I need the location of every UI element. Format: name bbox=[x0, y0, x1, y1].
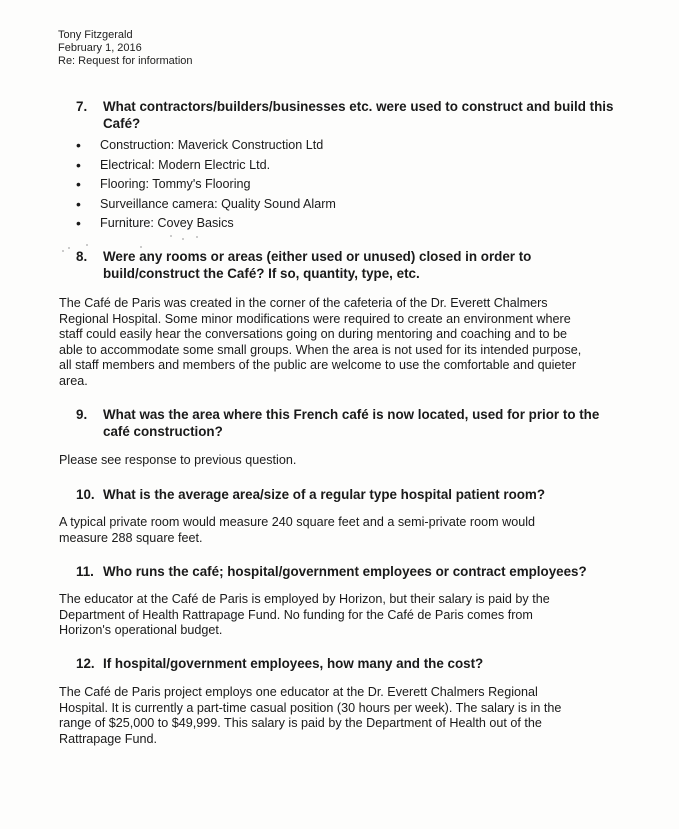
question-12 bbox=[76, 655, 636, 672]
answer-8 bbox=[59, 296, 631, 390]
question-11 bbox=[76, 563, 636, 580]
answer-line: Horizon's operational budget. bbox=[59, 623, 223, 638]
letter-date: February 1, 2016 bbox=[58, 42, 142, 54]
answer-line: The educator at the Café de Paris is employed by Horizon, but their salary is paid by the bbox=[59, 592, 550, 606]
question-number: 7. bbox=[76, 99, 88, 114]
sender-name: Tony Fitzgerald bbox=[58, 29, 133, 41]
answer-10 bbox=[59, 515, 631, 546]
answer-line: The Café de Paris was created in the corner of the cafeteria of the Dr. Everett Chalmers bbox=[59, 296, 548, 310]
answer-line: The Café de Paris project employs one educator at the Dr. Everett Chalmers Regional bbox=[59, 685, 538, 699]
answer-line: area. bbox=[59, 373, 88, 388]
question-text: If hospital/government employees, how many and the cost? bbox=[103, 656, 484, 671]
answer-line: Hospital. It is currently a part-time casual position (30 hours per week). The salary is in the bbox=[59, 700, 562, 715]
answer-line: Rattrapage Fund. bbox=[59, 731, 158, 746]
list-item: • Construction: Maverick Construction Ltd bbox=[76, 136, 336, 156]
question-9 bbox=[76, 406, 636, 440]
question-number: 11. bbox=[76, 564, 94, 579]
question-10 bbox=[76, 486, 636, 503]
question-text-cont: Café? bbox=[103, 116, 141, 131]
answer-line: staff could easily hear the conversations going on during mentoring and coaching and to be bbox=[59, 327, 568, 342]
contractor-list bbox=[76, 136, 336, 234]
question-number: 10. bbox=[76, 487, 95, 502]
answer-line: measure 288 square feet. bbox=[59, 530, 203, 545]
list-item: • Flooring: Tommy's Flooring bbox=[76, 175, 336, 195]
question-number: 12. bbox=[76, 656, 95, 671]
question-text: Were any rooms or areas (either used or unused) closed in order to bbox=[103, 249, 532, 264]
answer-line: Regional Hospital. Some minor modifications were required to create an environment where bbox=[59, 311, 571, 326]
question-text: What contractors/builders/businesses etc. were used to construct and build this bbox=[103, 99, 614, 114]
question-text: Who runs the café; hospital/government employees or contract employees? bbox=[103, 564, 587, 579]
question-text: What was the area where this French café is now located, used for prior to the bbox=[103, 407, 600, 422]
letter-header bbox=[58, 29, 193, 68]
answer-line: range of $25,000 to $49,999. This salary is paid by the Department of Health out of the bbox=[59, 716, 542, 731]
answer-line: A typical private room would measure 240 square feet and a semi-private room would bbox=[59, 515, 536, 529]
question-number: 9. bbox=[76, 407, 88, 422]
list-item: • Electrical: Modern Electric Ltd. bbox=[76, 156, 336, 176]
question-text-cont: build/construct the Café? If so, quantity, type, etc. bbox=[103, 266, 420, 281]
question-text: What is the average area/size of a regular type hospital patient room? bbox=[103, 487, 546, 502]
answer-line: all staff members and members of the public are welcome to use the comfortable and quieter bbox=[59, 358, 577, 373]
list-item: • Surveillance camera: Quality Sound Alarm bbox=[76, 195, 336, 215]
question-7 bbox=[76, 98, 636, 132]
answer-11 bbox=[59, 592, 631, 639]
answer-line: able to accommodate some small groups. When the area is not used for its intended purpose, bbox=[59, 342, 582, 357]
answer-line: Please see response to previous question. bbox=[59, 453, 297, 467]
list-item: • Furniture: Covey Basics bbox=[76, 214, 336, 234]
answer-9 bbox=[59, 453, 631, 469]
question-number: 8. bbox=[76, 249, 88, 264]
letter-subject: Re: Request for information bbox=[58, 55, 193, 67]
question-text-cont: café construction? bbox=[103, 424, 223, 439]
answer-12 bbox=[59, 685, 631, 747]
answer-line: Department of Health Rattrapage Fund. No funding for the Café de Paris comes from bbox=[59, 607, 533, 622]
question-8 bbox=[76, 248, 636, 282]
